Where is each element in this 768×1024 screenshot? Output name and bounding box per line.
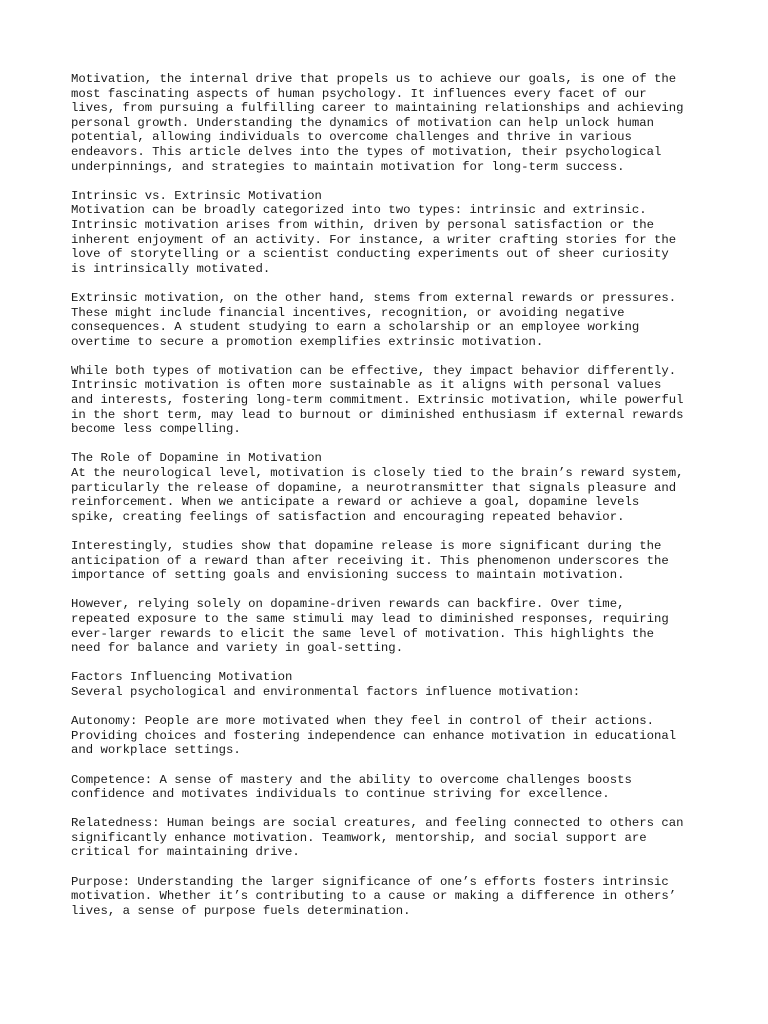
paragraph-autonomy: Autonomy: People are more motivated when they feel in control of their actions. Providing choices and fostering independence can enhance motivation in educational and workplace settings. [71,714,677,758]
paragraph-purpose: Purpose: Understanding the larger significance of one’s efforts fosters intrinsic motivation. Whether it’s contributing to a cause or making a difference in others’ lives, a sense of purpose fuels determination. [71,874,677,918]
section-heading: Intrinsic vs. Extrinsic Motivation [71,188,322,203]
paragraph-relatedness: Relatedness: Human beings are social creatures, and feeling connected to others can significantly enhance motivation. Teamwork, mentorship, and social support are critical for maintaining drive. [71,816,684,860]
paragraph: While both types of motivation can be effective, they impact behavior differently. Intrinsic motivation is often more sustainable as it aligns with personal values and interests, fostering long-term commitment. Extrinsic motivation, while powerful in the short term, may lead to burnout or diminished enthusiasm if external rewards become less compelling. [71,363,684,437]
intro-paragraph: Motivation, the internal drive that propels us to achieve our goals, is one of the most fascinating aspects of human psychology. It influences every facet of our lives, from pursuing a fulfilling career to maintaining relationships and achieving personal growth. Understanding the dynamics of motivation can help unlock human potential, allowing individuals to overcome challenges and thrive in various endeavors. This article delves into the types of motivation, their psychological underpinnings, and strategies to maintain motivation for long-term success. [71,72,684,174]
paragraph: Motivation can be broadly categorized into two types: intrinsic and extrinsic. Intrinsic motivation arises from within, driven by personal satisfaction or the inherent enjoyment of an activity. For instance, a writer crafting stories for the love of storytelling or a scientist conducting experiments out of sheer curiosity is intrinsically motivated. [71,203,677,276]
section-heading: The Role of Dopamine in Motivation [71,451,322,466]
paragraph: Several psychological and environmental factors influence motivation: [71,684,581,699]
section-factors [71,670,711,918]
paragraph: At the neurological level, motivation is closely tied to the brain’s reward system, particularly the release of dopamine, a neurotransmitter that signals pleasure and reinforcement. When we anticipate a reward or achieve a goal, dopamine levels spike, creating feelings of satisfaction and encouraging repeated behavior. [71,466,684,524]
section-heading: Factors Influencing Motivation [71,670,293,685]
paragraph: Interestingly, studies show that dopamine release is more significant during the anticipation of a reward than after receiving it. This phenomenon underscores the importance of setting goals and envisioning success to maintain motivation. [71,539,669,583]
document-page [71,72,711,933]
section-intrinsic-extrinsic [71,189,711,437]
paragraph-competence: Competence: A sense of mastery and the ability to overcome challenges boosts confidence and motivates individuals to continue striving for excellence. [71,772,632,802]
section-dopamine [71,451,711,655]
paragraph: However, relying solely on dopamine-driven rewards can backfire. Over time, repeated exposure to the same stimuli may lead to diminished responses, requiring ever-larger rewards to elicit the same level of motivation. This highlights the need for balance and variety in goal-setting. [71,597,669,656]
paragraph: Extrinsic motivation, on the other hand, stems from external rewards or pressures. These might include financial incentives, recognition, or avoiding negative consequences. A student studying to earn a scholarship or an employee working overtime to secure a promotion exemplifies extrinsic motivation. [71,290,677,349]
